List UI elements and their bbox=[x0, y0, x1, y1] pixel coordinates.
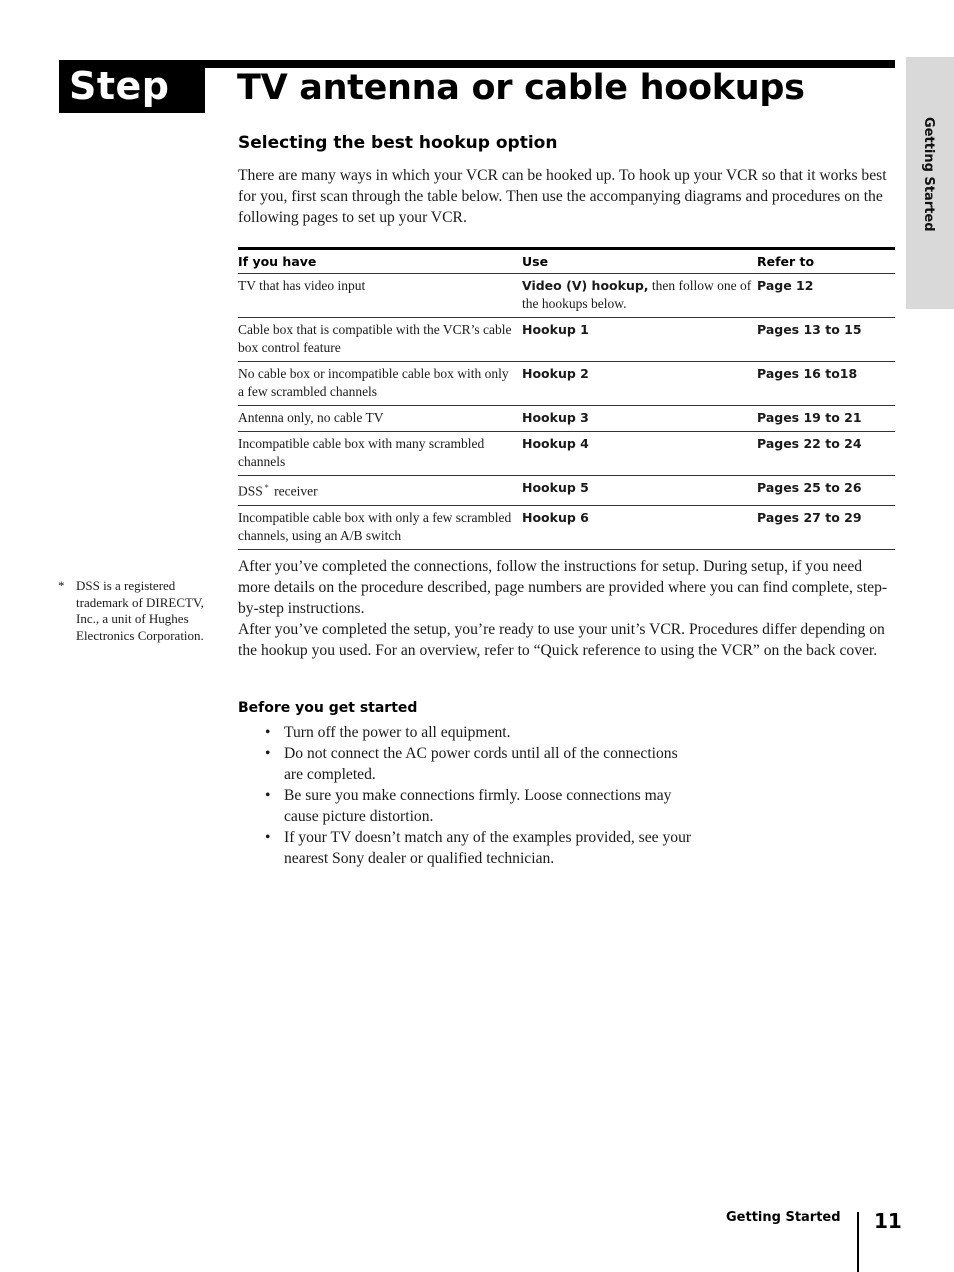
cell-use: Hookup 3 bbox=[522, 410, 589, 425]
list-item bbox=[265, 785, 695, 827]
cell-refer: Pages 22 to 24 bbox=[757, 436, 862, 451]
page-title: TV antenna or cable hookups bbox=[237, 68, 805, 108]
bullet-dot: • bbox=[265, 745, 271, 762]
cell-have: No cable box or incompatible cable box with only a few scrambled channels bbox=[238, 366, 509, 399]
cell-refer: Pages 13 to 15 bbox=[757, 322, 862, 337]
cell-use: Hookup 6 bbox=[522, 509, 589, 525]
table-row bbox=[238, 476, 895, 506]
cell-have: Cable box that is compatible with the VCR’s cable box control feature bbox=[238, 322, 512, 355]
bullet-dot: • bbox=[265, 829, 271, 846]
table-row bbox=[238, 362, 895, 406]
cell-have: Incompatible cable box with many scrambled channels bbox=[238, 436, 485, 469]
cell-have-receiver: receiver bbox=[270, 483, 318, 499]
list-item bbox=[265, 743, 695, 785]
cell-use: Hookup 1 bbox=[522, 322, 589, 337]
after-paragraph-setup: After you’ve completed the setup, you’re ready to use your unit’s VCR. Procedures differ depending on the hookup you used. For an overview, refer to “Quick reference to using the VCR” on the back cover. bbox=[238, 621, 885, 659]
cell-use bbox=[522, 274, 757, 318]
column-header-have: If you have bbox=[238, 254, 317, 269]
bullet-dot: • bbox=[265, 724, 271, 741]
footnote-text: DSS is a registered trademark of DIRECTV, Inc., a unit of Hughes Electronics Corporation. bbox=[76, 578, 204, 643]
column-header-refer: Refer to bbox=[757, 254, 815, 269]
footnote-mark: * bbox=[58, 578, 65, 593]
page-number: 11 bbox=[874, 1209, 902, 1233]
bullet-list bbox=[265, 722, 695, 869]
cell-refer: Pages 27 to 29 bbox=[757, 509, 862, 525]
column-header-use: Use bbox=[522, 254, 549, 269]
cell-refer: Page 12 bbox=[757, 278, 814, 293]
cell-use: Hookup 4 bbox=[522, 436, 589, 451]
bullet-dot: • bbox=[265, 787, 271, 804]
cell-have: TV that has video input bbox=[238, 278, 366, 293]
after-text bbox=[238, 556, 894, 661]
table-header-row bbox=[238, 249, 895, 274]
table-row bbox=[238, 274, 895, 318]
cell-use-method: Video (V) hookup, bbox=[522, 278, 649, 293]
list-item-text: Do not connect the AC power cords until all of the connections are completed. bbox=[284, 745, 678, 783]
cell-have: Antenna only, no cable TV bbox=[238, 410, 384, 425]
table-row bbox=[238, 432, 895, 476]
side-tab bbox=[906, 57, 954, 309]
cell-use: Hookup 5 bbox=[522, 480, 589, 495]
cell-have: Incompatible cable box with only a few scrambled channels, using an A/B switch bbox=[238, 509, 512, 543]
table-row bbox=[238, 318, 895, 362]
list-item-text: Turn off the power to all equipment. bbox=[284, 724, 511, 741]
cell-refer: Pages 25 to 26 bbox=[757, 480, 862, 495]
footer-rule bbox=[857, 1212, 859, 1272]
side-tab-label: Getting Started bbox=[921, 117, 936, 232]
before-heading: Before you get started bbox=[238, 700, 418, 716]
list-item-text: If your TV doesn’t match any of the examples provided, see your nearest Sony dealer or qualified technician. bbox=[284, 829, 692, 867]
list-item bbox=[265, 722, 695, 743]
section-heading: Selecting the best hookup option bbox=[238, 133, 558, 153]
intro-paragraph: There are many ways in which your VCR can be hooked up. To hook up your VCR so that it works best for you, first scan through the table below. Then use the accompanying diagrams and procedures on the following pages to set up your VCR. bbox=[238, 167, 887, 226]
step-label: Step 5 bbox=[59, 60, 205, 113]
cell-use-note: then follow one of the hookups below. bbox=[522, 278, 752, 311]
cell-refer: Pages 16 to18 bbox=[757, 366, 858, 381]
title-rule bbox=[205, 60, 895, 68]
list-item bbox=[265, 827, 695, 869]
cell-refer: Pages 19 to 21 bbox=[757, 410, 862, 425]
hookup-table bbox=[238, 247, 895, 550]
cell-have-dss: DSS bbox=[238, 483, 263, 499]
footer-section-label: Getting Started bbox=[726, 1210, 841, 1225]
footnote-marker: * bbox=[264, 483, 269, 492]
table-row bbox=[238, 505, 895, 549]
cell-use: Hookup 2 bbox=[522, 366, 589, 381]
list-item-text: Be sure you make connections firmly. Loose connections may cause picture distortion. bbox=[284, 787, 672, 825]
table-row bbox=[238, 406, 895, 432]
cell-have bbox=[238, 476, 522, 506]
after-paragraph-connections: After you’ve completed the connections, follow the instructions for setup. During setup, if you need more details on the procedure described, page numbers are provided where you can find complete, step-by-step instructions. bbox=[238, 558, 888, 617]
